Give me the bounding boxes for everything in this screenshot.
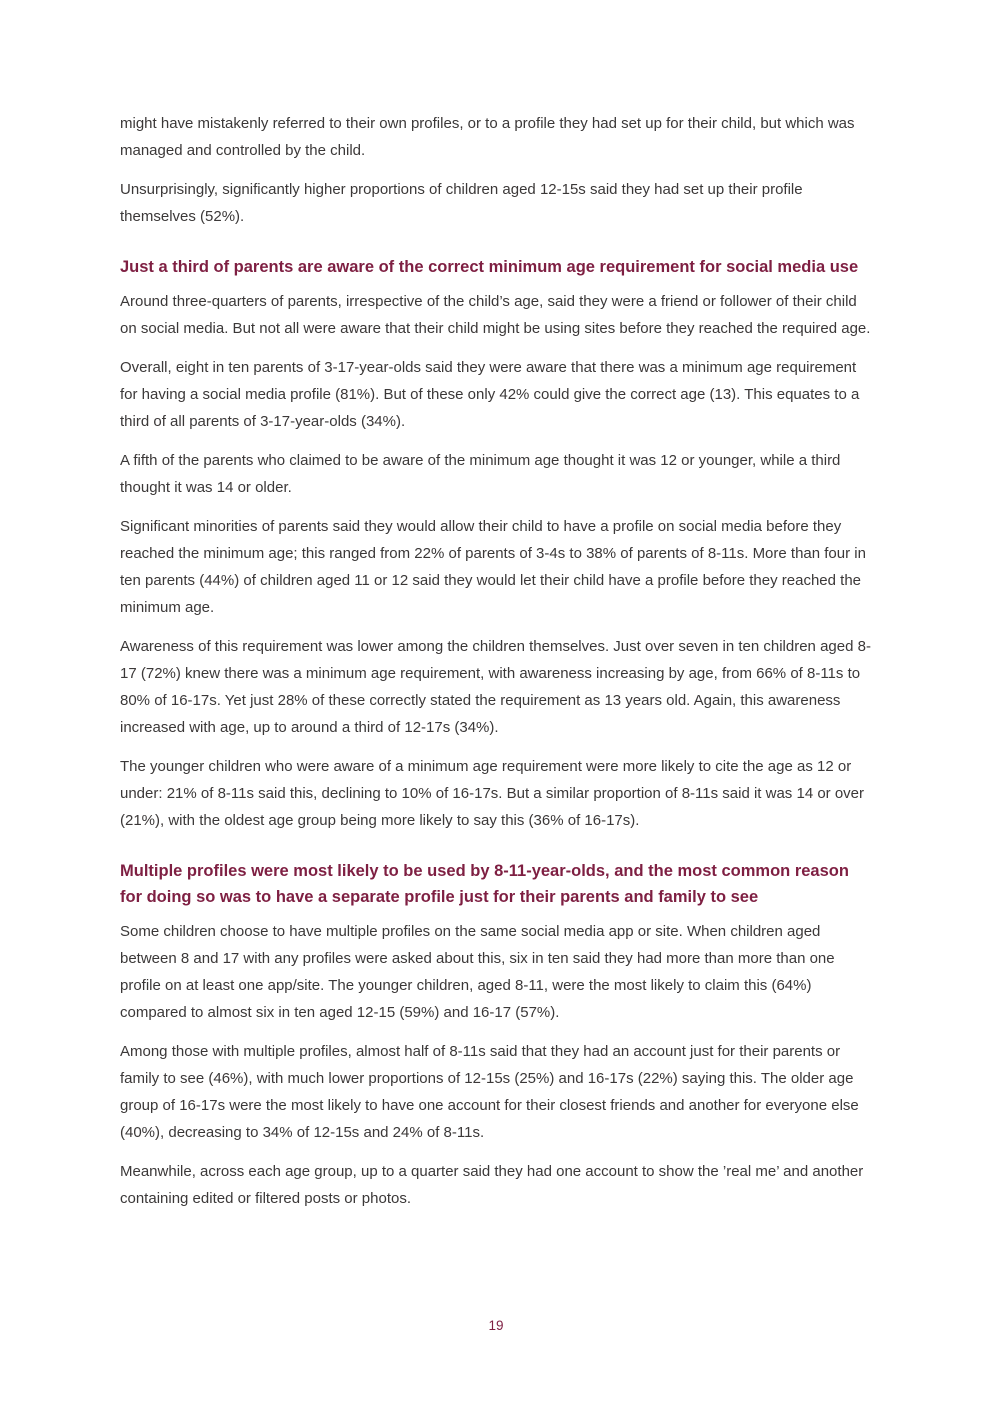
paragraph-parents-awareness: Overall, eight in ten parents of 3-17-year-olds said they were aware that there was a minimum age requirement for having a social media profile (81%). But of these only 42% could give the correct age (13). This equates to a third of all parents of 3-17-year-olds (34%). <box>120 359 860 430</box>
page-number: 19 <box>488 1318 504 1333</box>
section-heading-multiple-profiles: Multiple profiles were most likely to be used by 8-11-year-olds, and the most common reason for doing so was to have a separate profile just for their parents and family to see <box>120 862 849 906</box>
paragraph-account-for-parents: Among those with multiple profiles, almost half of 8-11s said that they had an account just for their parents or family to see (46%), with much lower proportions of 12-15s (25%) and 16-17s (22%) saying this. The older age group of 16-17s were the most likely to have one account for their closest friends and another for everyone else (40%), decreasing to 34% of 12-15s and 24% of 8-11s. <box>120 1043 859 1141</box>
paragraph-continuation: might have mistakenly referred to their own profiles, or to a profile they had set up for their child, but which was managed and controlled by the child. <box>120 115 855 159</box>
paragraph-real-me-account: Meanwhile, across each age group, up to a quarter said they had one account to show the ’real me’ and another containing edited or filtered posts or photos. <box>120 1163 864 1207</box>
paragraph-children-awareness: Awareness of this requirement was lower among the children themselves. Just over seven in ten children aged 8-17 (72%) knew there was a minimum age requirement, with awareness increasing by age, from 66% of 8-11s to 80% of 16-17s. Yet just 28% of these correctly stated the requirement as 13 years old. Again, this awareness increased with age, up to around a third of 12-17s (34%). <box>120 638 871 736</box>
paragraph-age-guess: A fifth of the parents who claimed to be aware of the minimum age thought it was 12 or younger, while a third thought it was 14 or older. <box>120 452 841 496</box>
paragraph-allow-before-minimum-age: Significant minorities of parents said they would allow their child to have a profile on social media before they reached the minimum age; this ranged from 22% of parents of 3-4s to 38% of parents of 8-11s. More than four in ten parents (44%) of children aged 11 or 12 said they would let their child have a profile before they reached the minimum age. <box>120 518 866 616</box>
paragraph-parents-friend-follower: Around three-quarters of parents, irrespective of the child’s age, said they were a friend or follower of their child on social media. But not all were aware that their child might be using sites before they reached the required age. <box>120 293 871 337</box>
paragraph-younger-children-cite-age: The younger children who were aware of a minimum age requirement were more likely to cite the age as 12 or under: 21% of 8-11s said this, declining to 10% of 16-17s. But a similar proportion of 8-11s said it was 14 or over (21%), with the oldest age group being more likely to say this (36% of 16-17s). <box>120 758 865 829</box>
paragraph-multiple-profiles: Some children choose to have multiple profiles on the same social media app or site. When children aged between 8 and 17 with any profiles were asked about this, six in ten said they had more than more than one profile on at least one app/site. The younger children, aged 8-11, were the most likely to claim this (64%) compared to almost six in ten aged 12-15 (59%) and 16-17 (57%). <box>120 923 835 1021</box>
paragraph-profile-setup: Unsurprisingly, significantly higher proportions of children aged 12-15s said they had set up their profile themselves (52%). <box>120 181 803 225</box>
page-content <box>120 110 874 1224</box>
section-heading-minimum-age: Just a third of parents are aware of the correct minimum age requirement for social media use <box>120 258 859 276</box>
